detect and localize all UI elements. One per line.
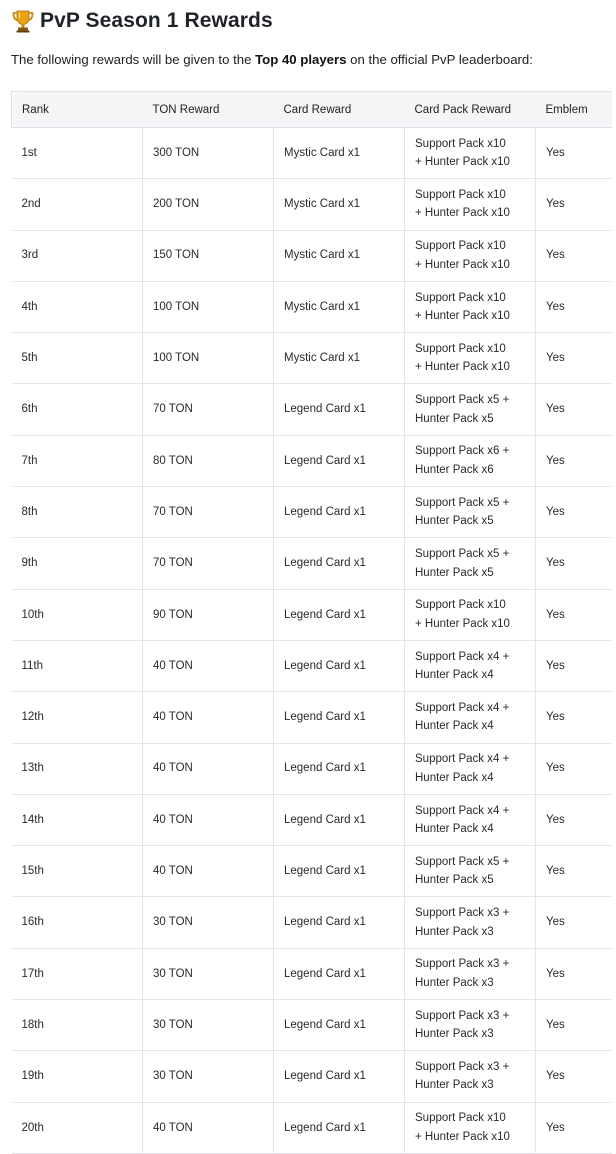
card-reward-cell: Legend Card x1 bbox=[274, 948, 405, 999]
trophy-icon bbox=[12, 9, 34, 33]
emblem-cell: Yes bbox=[536, 743, 612, 794]
ton-reward-cell: 40 TON bbox=[143, 846, 274, 897]
card-pack-line: Support Pack x3 + bbox=[415, 1060, 510, 1073]
intro-text bbox=[11, 52, 533, 67]
ton-reward-cell: 40 TON bbox=[143, 1102, 274, 1153]
ton-reward-cell: 300 TON bbox=[143, 128, 274, 179]
emblem-cell: Yes bbox=[536, 435, 612, 486]
emblem-cell: Yes bbox=[536, 128, 612, 179]
card-pack-reward-cell bbox=[405, 640, 536, 691]
card-pack-reward-cell bbox=[405, 487, 536, 538]
card-pack-reward-cell bbox=[405, 1102, 536, 1153]
emblem-cell: Yes bbox=[536, 794, 612, 845]
rank-cell: 1st bbox=[12, 128, 143, 179]
card-reward-cell: Mystic Card x1 bbox=[274, 230, 405, 281]
ton-reward-cell: 70 TON bbox=[143, 538, 274, 589]
emblem-cell: Yes bbox=[536, 640, 612, 691]
card-pack-line: Hunter Pack x4 bbox=[415, 720, 494, 733]
card-pack-line: Support Pack x4 + bbox=[415, 753, 510, 766]
emblem-cell: Yes bbox=[536, 230, 612, 281]
card-reward-cell: Legend Card x1 bbox=[274, 538, 405, 589]
table-row bbox=[12, 897, 612, 948]
ton-reward-cell: 70 TON bbox=[143, 487, 274, 538]
rank-cell: 13th bbox=[12, 743, 143, 794]
ton-reward-cell: 100 TON bbox=[143, 281, 274, 332]
card-reward-cell: Mystic Card x1 bbox=[274, 333, 405, 384]
card-pack-reward-cell bbox=[405, 1051, 536, 1102]
card-pack-line: Hunter Pack x6 bbox=[415, 463, 494, 476]
rank-cell: 7th bbox=[12, 435, 143, 486]
card-pack-line: Support Pack x10 bbox=[415, 1112, 506, 1125]
card-reward-cell: Legend Card x1 bbox=[274, 384, 405, 435]
card-pack-line: Support Pack x10 bbox=[415, 291, 506, 304]
card-pack-line: Hunter Pack x5 bbox=[415, 874, 494, 887]
card-pack-reward-cell bbox=[405, 230, 536, 281]
table-row bbox=[12, 487, 612, 538]
table-row bbox=[12, 128, 612, 179]
table-row bbox=[12, 333, 612, 384]
card-reward-cell: Legend Card x1 bbox=[274, 589, 405, 640]
rank-cell: 11th bbox=[12, 640, 143, 691]
card-pack-line: Hunter Pack x5 bbox=[415, 412, 494, 425]
card-pack-line: Support Pack x5 + bbox=[415, 394, 510, 407]
header-ton-reward: TON Reward bbox=[143, 92, 274, 128]
card-pack-reward-cell bbox=[405, 846, 536, 897]
card-reward-cell: Legend Card x1 bbox=[274, 435, 405, 486]
rank-cell: 2nd bbox=[12, 179, 143, 230]
emblem-cell: Yes bbox=[536, 281, 612, 332]
card-pack-line: + Hunter Pack x10 bbox=[415, 361, 510, 374]
card-pack-reward-cell bbox=[405, 128, 536, 179]
card-pack-line: Hunter Pack x3 bbox=[415, 976, 494, 989]
emblem-cell: Yes bbox=[536, 846, 612, 897]
card-pack-line: Hunter Pack x4 bbox=[415, 823, 494, 835]
table-row bbox=[12, 846, 612, 897]
card-pack-reward-cell bbox=[405, 538, 536, 589]
rank-cell: 20th bbox=[12, 1102, 143, 1153]
card-pack-line: Hunter Pack x5 bbox=[415, 566, 494, 579]
ton-reward-cell: 30 TON bbox=[143, 897, 274, 948]
card-pack-line: Support Pack x4 + bbox=[415, 701, 510, 714]
card-reward-cell: Legend Card x1 bbox=[274, 1051, 405, 1102]
card-pack-reward-cell bbox=[405, 589, 536, 640]
card-reward-cell: Legend Card x1 bbox=[274, 692, 405, 743]
ton-reward-cell: 150 TON bbox=[143, 230, 274, 281]
card-reward-cell: Legend Card x1 bbox=[274, 743, 405, 794]
rank-cell: 12th bbox=[12, 692, 143, 743]
table-row bbox=[12, 435, 612, 486]
card-reward-cell: Legend Card x1 bbox=[274, 897, 405, 948]
card-pack-line: Support Pack x3 + bbox=[415, 958, 510, 971]
ton-reward-cell: 30 TON bbox=[143, 1051, 274, 1102]
card-reward-cell: Mystic Card x1 bbox=[274, 281, 405, 332]
emblem-cell: Yes bbox=[536, 692, 612, 743]
card-reward-cell: Legend Card x1 bbox=[274, 487, 405, 538]
emblem-cell: Yes bbox=[536, 179, 612, 230]
card-pack-reward-cell bbox=[405, 743, 536, 794]
rank-cell: 18th bbox=[12, 1000, 143, 1051]
card-pack-line: Support Pack x6 + bbox=[415, 445, 510, 458]
card-reward-cell: Legend Card x1 bbox=[274, 1102, 405, 1153]
card-pack-line: Hunter Pack x3 bbox=[415, 1028, 494, 1041]
card-pack-line: Hunter Pack x4 bbox=[415, 771, 494, 784]
header-card-reward: Card Reward bbox=[274, 92, 405, 128]
rank-cell: 9th bbox=[12, 538, 143, 589]
table-row bbox=[12, 589, 612, 640]
table-row bbox=[12, 1051, 612, 1102]
card-pack-line: Hunter Pack x4 bbox=[415, 669, 494, 682]
card-pack-line: Support Pack x4 + bbox=[415, 804, 510, 817]
card-pack-line: Support Pack x5 + bbox=[415, 496, 510, 509]
card-pack-reward-cell bbox=[405, 948, 536, 999]
table-row bbox=[12, 948, 612, 999]
card-pack-line: Hunter Pack x3 bbox=[415, 1079, 494, 1092]
card-pack-line: Support Pack x10 bbox=[415, 342, 506, 355]
card-pack-reward-cell bbox=[405, 333, 536, 384]
card-pack-reward-cell bbox=[405, 692, 536, 743]
card-pack-line: Support Pack x3 + bbox=[415, 1009, 510, 1022]
card-pack-line: + Hunter Pack x10 bbox=[415, 156, 510, 169]
table-row bbox=[12, 1000, 612, 1051]
card-pack-line: Support Pack x4 + bbox=[415, 650, 510, 663]
card-pack-reward-cell bbox=[405, 281, 536, 332]
card-reward-cell: Mystic Card x1 bbox=[274, 179, 405, 230]
card-pack-line: + Hunter Pack x10 bbox=[415, 617, 510, 630]
emblem-cell: Yes bbox=[536, 1051, 612, 1102]
table-row bbox=[12, 743, 612, 794]
ton-reward-cell: 30 TON bbox=[143, 1000, 274, 1051]
intro-text-highlight: Top 40 players bbox=[255, 52, 347, 67]
emblem-cell: Yes bbox=[536, 589, 612, 640]
table-row bbox=[12, 538, 612, 589]
ton-reward-cell: 80 TON bbox=[143, 435, 274, 486]
card-pack-line: Hunter Pack x5 bbox=[415, 515, 494, 528]
rank-cell: 10th bbox=[12, 589, 143, 640]
card-pack-line: Support Pack x5 + bbox=[415, 548, 510, 561]
table-row bbox=[12, 640, 612, 691]
card-reward-cell: Legend Card x1 bbox=[274, 640, 405, 691]
rewards-table-header bbox=[12, 92, 612, 128]
ton-reward-cell: 200 TON bbox=[143, 179, 274, 230]
header-card-pack-reward: Card Pack Reward bbox=[405, 92, 536, 128]
card-pack-line: Support Pack x10 bbox=[415, 188, 506, 201]
card-pack-line: + Hunter Pack x10 bbox=[415, 258, 510, 271]
card-reward-cell: Legend Card x1 bbox=[274, 794, 405, 845]
rank-cell: 16th bbox=[12, 897, 143, 948]
card-pack-line: + Hunter Pack x10 bbox=[415, 207, 510, 220]
card-reward-cell: Mystic Card x1 bbox=[274, 128, 405, 179]
table-row bbox=[12, 692, 612, 743]
card-pack-line: + Hunter Pack x10 bbox=[415, 310, 510, 323]
table-row bbox=[12, 384, 612, 435]
emblem-cell: Yes bbox=[536, 384, 612, 435]
emblem-cell: Yes bbox=[536, 487, 612, 538]
emblem-cell: Yes bbox=[536, 948, 612, 999]
card-pack-line: Support Pack x10 bbox=[415, 240, 506, 253]
rank-cell: 19th bbox=[12, 1051, 143, 1102]
emblem-cell: Yes bbox=[536, 538, 612, 589]
header-row bbox=[12, 92, 612, 128]
ton-reward-cell: 30 TON bbox=[143, 948, 274, 999]
card-pack-line: Support Pack x10 bbox=[415, 137, 506, 150]
card-pack-line: Support Pack x3 + bbox=[415, 907, 510, 920]
card-pack-reward-cell bbox=[405, 435, 536, 486]
table-row bbox=[12, 281, 612, 332]
ton-reward-cell: 40 TON bbox=[143, 743, 274, 794]
emblem-cell: Yes bbox=[536, 1000, 612, 1051]
ton-reward-cell: 40 TON bbox=[143, 640, 274, 691]
card-pack-reward-cell bbox=[405, 384, 536, 435]
emblem-cell: Yes bbox=[536, 897, 612, 948]
rewards-table bbox=[11, 91, 612, 1154]
card-pack-line: Support Pack x5 + bbox=[415, 855, 510, 868]
page-title-text: PvP Season 1 Rewards bbox=[40, 9, 273, 32]
ton-reward-cell: 100 TON bbox=[143, 333, 274, 384]
rank-cell: 6th bbox=[12, 384, 143, 435]
intro-text-end: on the official PvP leaderboard: bbox=[346, 52, 533, 67]
ton-reward-cell: 40 TON bbox=[143, 794, 274, 845]
card-pack-line: Hunter Pack x3 bbox=[415, 925, 494, 938]
rank-cell: 15th bbox=[12, 846, 143, 897]
rank-cell: 14th bbox=[12, 794, 143, 845]
rank-cell: 4th bbox=[12, 281, 143, 332]
intro-text-start: The following rewards will be given to the bbox=[11, 52, 256, 67]
rank-cell: 8th bbox=[12, 487, 143, 538]
header-rank: Rank bbox=[12, 92, 143, 128]
ton-reward-cell: 40 TON bbox=[143, 692, 274, 743]
rank-cell: 3rd bbox=[12, 230, 143, 281]
table-row bbox=[12, 1102, 612, 1153]
header-emblem: Emblem bbox=[536, 92, 612, 128]
rewards-table-body bbox=[12, 128, 612, 1154]
card-pack-reward-cell bbox=[405, 1000, 536, 1051]
card-pack-line: + Hunter Pack x10 bbox=[415, 1130, 510, 1143]
rank-cell: 17th bbox=[12, 948, 143, 999]
page-title bbox=[12, 6, 273, 36]
card-pack-line: Support Pack x10 bbox=[415, 599, 506, 612]
ton-reward-cell: 90 TON bbox=[143, 589, 274, 640]
table-row bbox=[12, 794, 612, 845]
emblem-cell: Yes bbox=[536, 1102, 612, 1153]
table-row bbox=[12, 179, 612, 230]
card-pack-reward-cell bbox=[405, 179, 536, 230]
table-row bbox=[12, 230, 612, 281]
card-reward-cell: Legend Card x1 bbox=[274, 846, 405, 897]
card-reward-cell: Legend Card x1 bbox=[274, 1000, 405, 1051]
emblem-cell: Yes bbox=[536, 333, 612, 384]
ton-reward-cell: 70 TON bbox=[143, 384, 274, 435]
card-pack-reward-cell bbox=[405, 794, 536, 845]
rank-cell: 5th bbox=[12, 333, 143, 384]
card-pack-reward-cell bbox=[405, 897, 536, 948]
